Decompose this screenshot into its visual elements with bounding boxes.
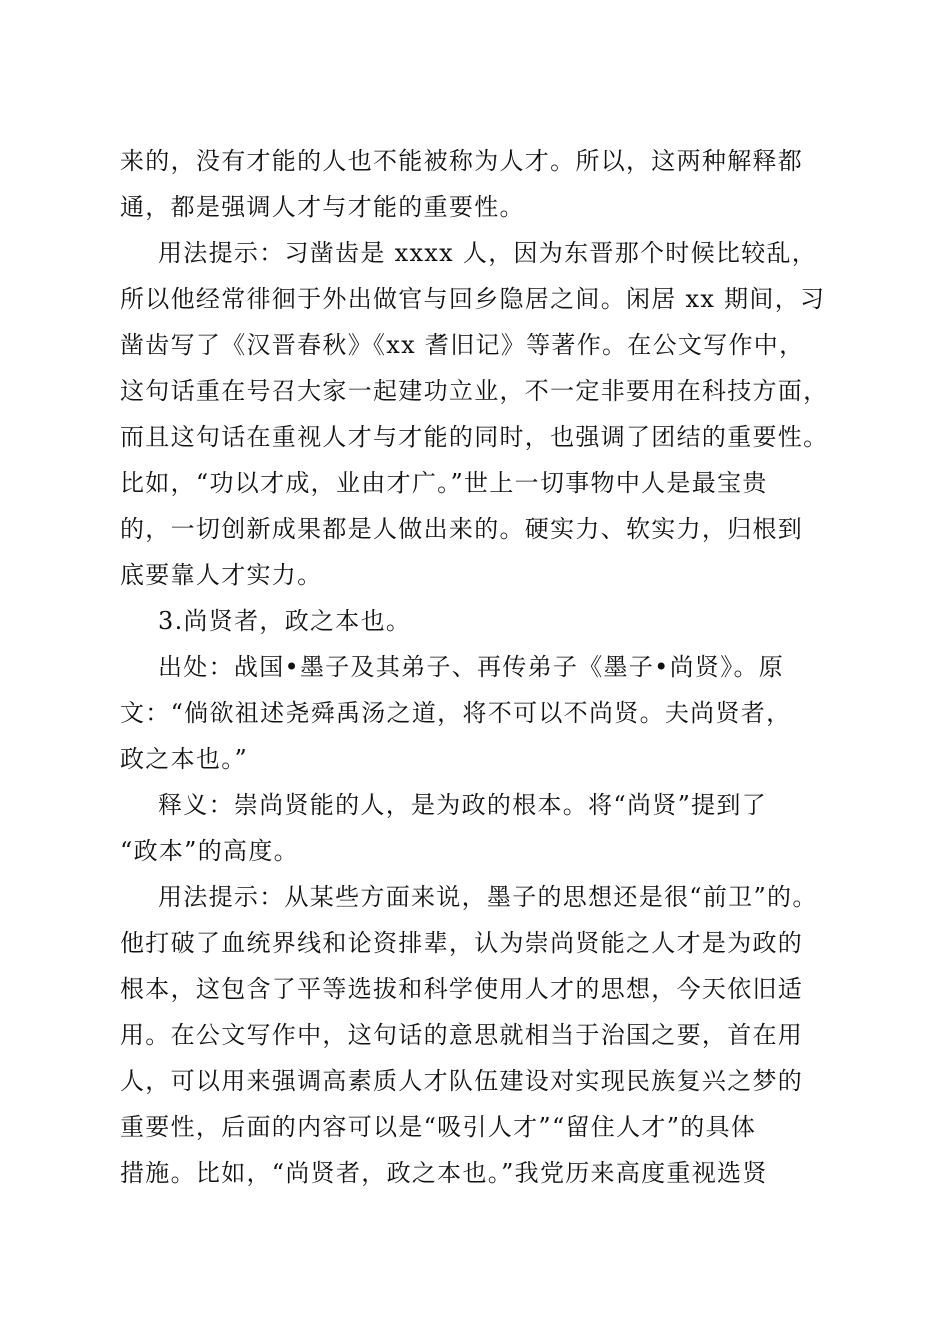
text-line-12: 出处：战国•墨子及其弟子、再传弟子《墨子•尚贤》。原 — [158, 653, 785, 681]
text-line-7: 而且这句话在重视人才与才能的同时，也强调了团结的重要性。 — [120, 423, 829, 451]
text-line-17: 用法提示：从某些方面来说，墨子的思想还是很“前卫”的。 — [158, 883, 818, 911]
text-line-6: 这句话重在号召大家一起建功立业，不一定非要用在科技方面， — [120, 377, 829, 405]
text-line-13: 文：“倘欲祖述尧舜禹汤之道，将不可以不尚贤。夫尚贤者， — [120, 699, 792, 727]
text-line-4: 所以他经常徘徊于外出做官与回乡隐居之间。闲居 xx 期间，习 — [120, 285, 826, 313]
text-line-1: 来的，没有才能的人也不能被称为人才。所以，这两种解释都 — [120, 147, 804, 175]
text-line-8: 比如，“功以才成，业由才广。”世上一切事物中人是最宝贵 — [120, 469, 768, 497]
text-line-14: 政之本也。” — [120, 745, 249, 773]
text-line-22: 重要性，后面的内容可以是“吸引人才”“留住人才”的具体 — [120, 1113, 757, 1141]
text-line-18: 他打破了血统界线和论资排辈，认为崇尚贤能之人才是为政的 — [120, 929, 804, 957]
section-heading: 3.尚贤者，政之本也。 — [158, 607, 412, 635]
text-line-21: 人，可以用来强调高素质人才队伍建设对实现民族复兴之梦的 — [120, 1067, 804, 1095]
text-line-5: 凿齿写了《汉晋春秋》《xx 耆旧记》等著作。在公文写作中， — [120, 331, 805, 359]
text-line-16: “政本”的高度。 — [120, 837, 299, 865]
text-line-2: 通，都是强调人才与才能的重要性。 — [120, 193, 525, 221]
text-line-3: 用法提示：习凿齿是 xxxx 人，因为东晋那个时候比较乱， — [158, 239, 818, 267]
text-line-20: 用。在公文写作中，这句话的意思就相当于治国之要，首在用 — [120, 1021, 804, 1049]
text-line-10: 底要靠人才实力。 — [120, 561, 323, 589]
text-line-19: 根本，这包含了平等选拔和科学使用人才的思想，今天依旧适 — [120, 975, 804, 1003]
text-line-23: 措施。比如，“尚贤者，政之本也。”我党历来高度重视选贤 — [120, 1159, 768, 1187]
text-line-9: 的，一切创新成果都是人做出来的。硬实力、软实力，归根到 — [120, 515, 804, 543]
text-line-15: 释义：崇尚贤能的人，是为政的根本。将“尚贤”提到了 — [158, 791, 768, 819]
